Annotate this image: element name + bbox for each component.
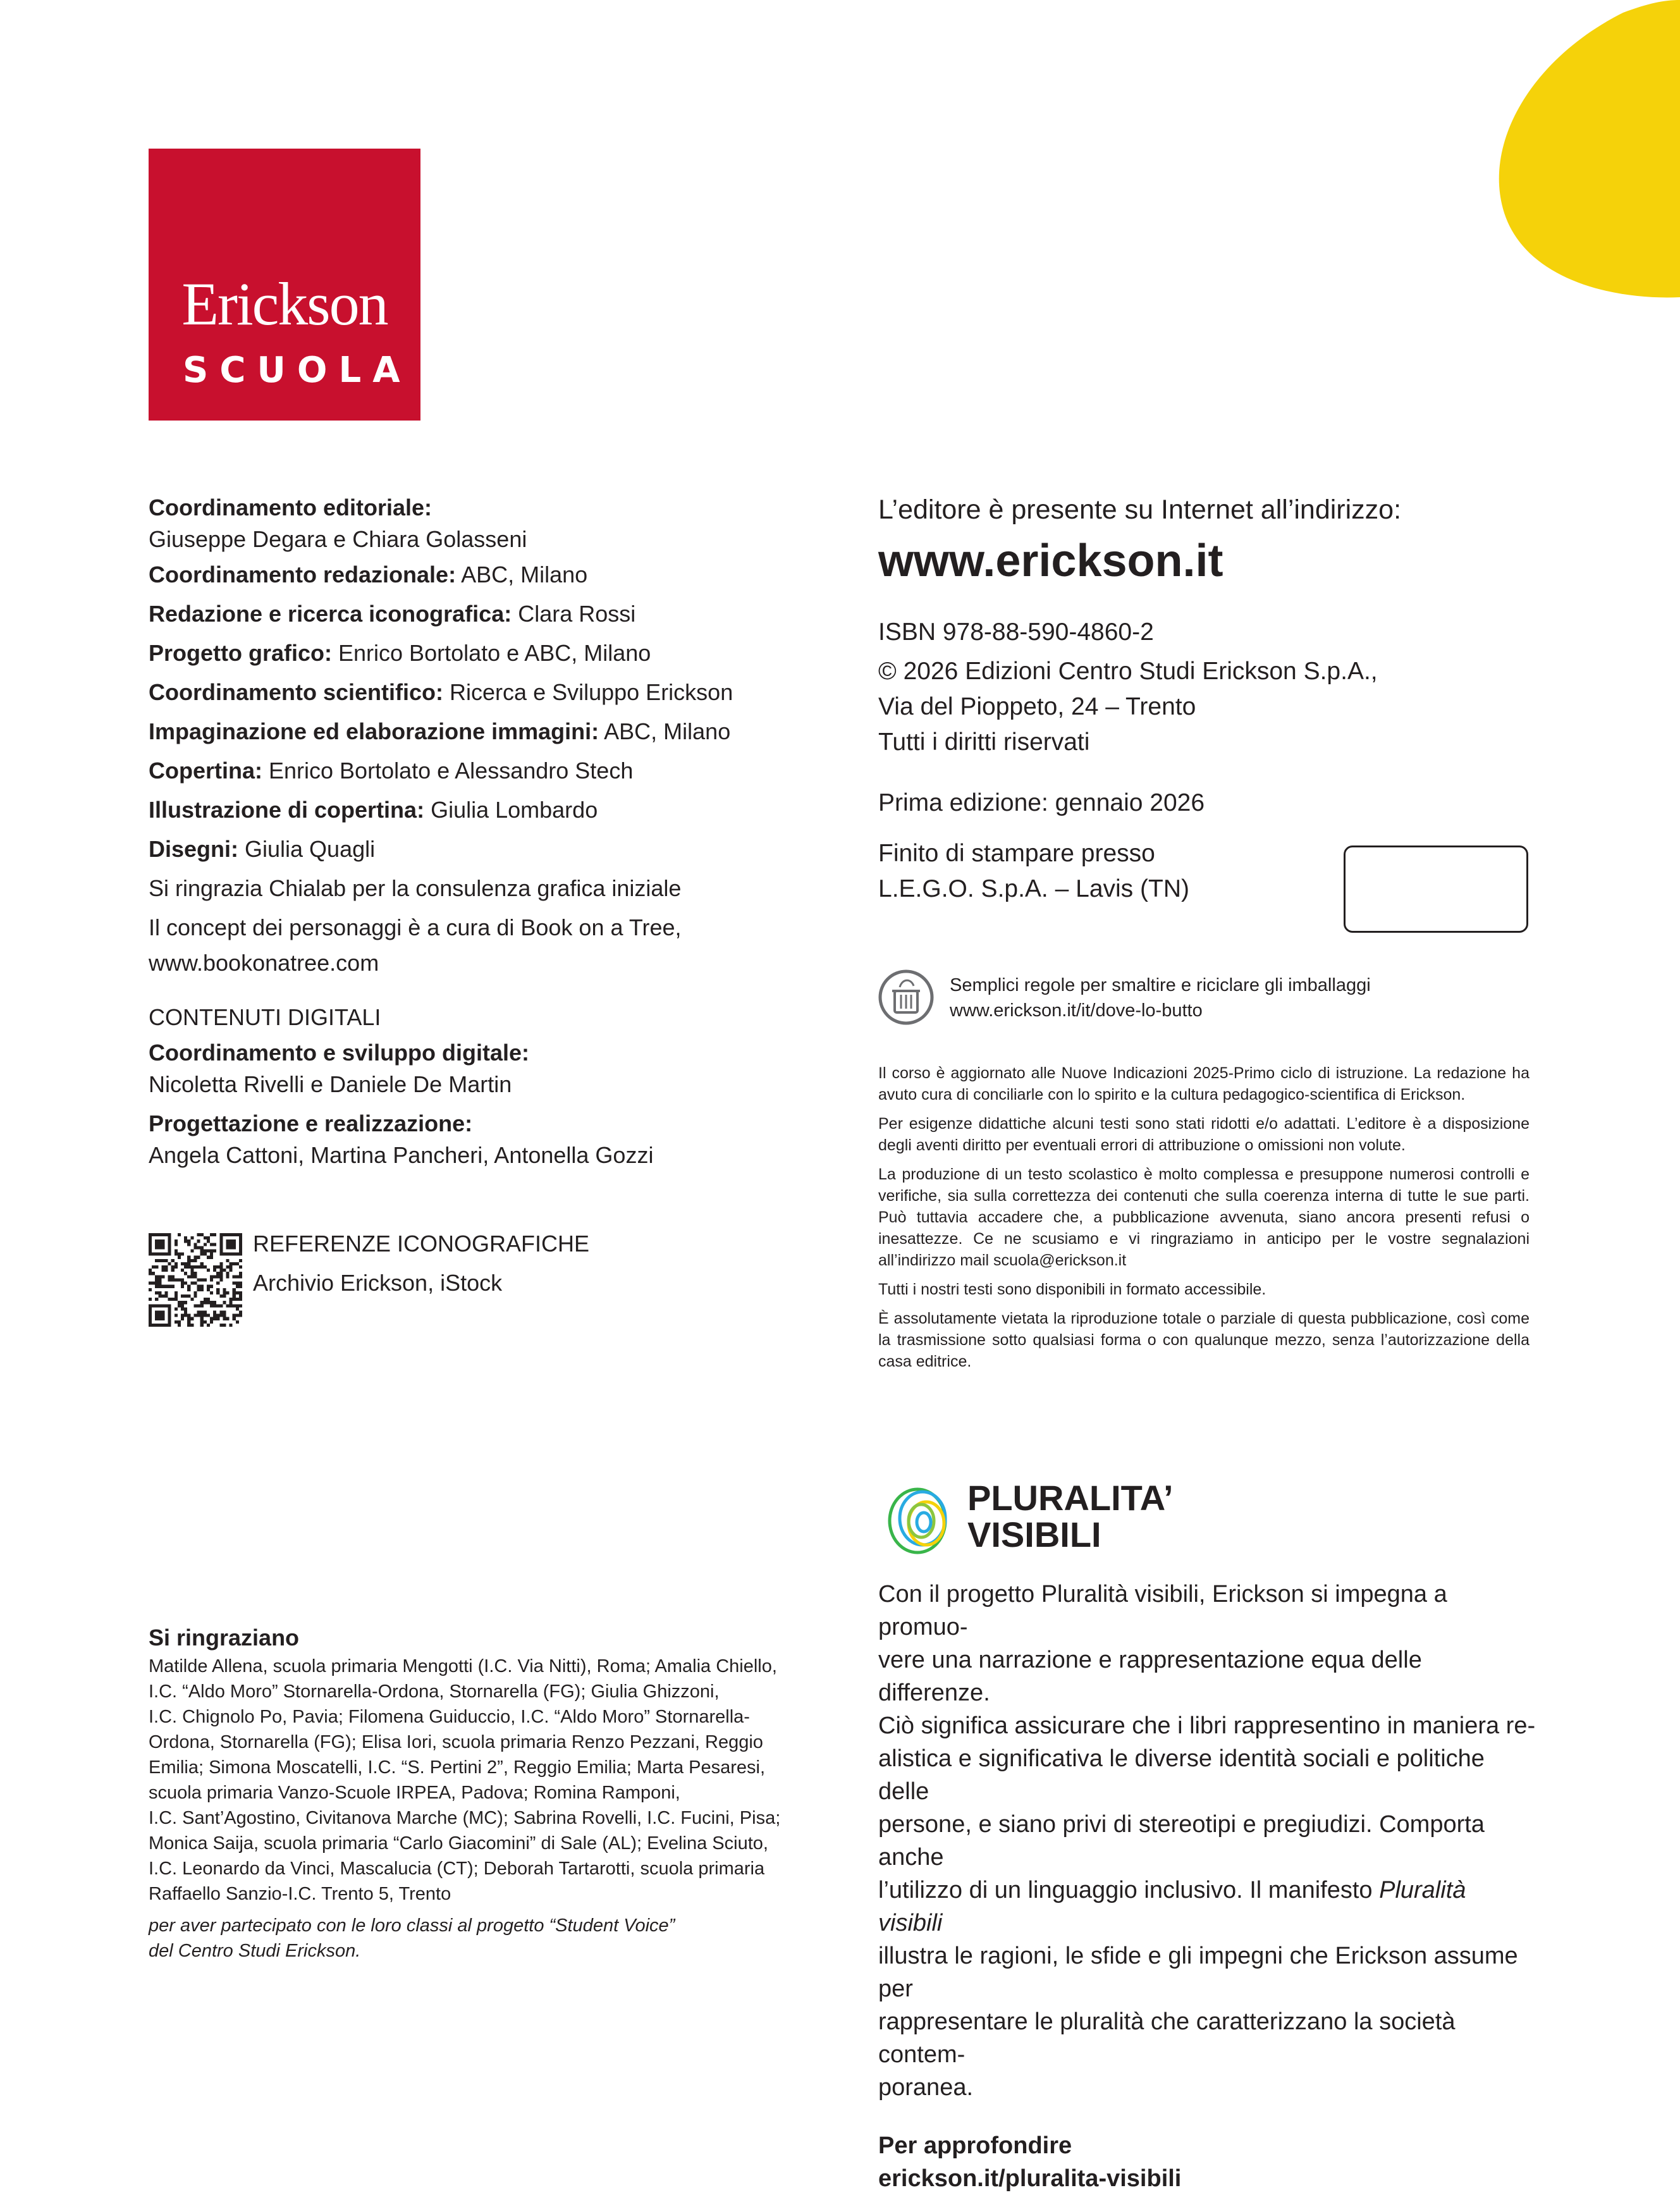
pluralita-title-1: PLURALITA’: [967, 1478, 1174, 1518]
thanks-line: scuola primaria Vanzo-Scuole IRPEA, Padova; Romina Ramponi,: [149, 1783, 680, 1803]
thanks-line: Ordona, Stornarella (FG); Elisa Iori, scuola primaria Renzo Pezzani, Reggio: [149, 1732, 763, 1752]
credit-row: [149, 830, 806, 869]
pluralita-line-text: l’utilizzo di un linguaggio inclusivo. Il manifesto: [878, 1877, 1380, 1903]
referenze-heading: REFERENZE ICONOGRAFICHE: [253, 1231, 590, 1257]
thanks-line: I.C. Chignolo Po, Pavia; Filomena Guiduccio, I.C. “Aldo Moro” Stornarella-: [149, 1707, 750, 1727]
credits-block: [149, 492, 806, 1171]
thanks-line: I.C. “Aldo Moro” Stornarella-Ordona, Stornarella (FG); Giulia Ghizzoni,: [149, 1682, 720, 1702]
pluralita-more-url[interactable]: erickson.it/pluralita-visibili: [878, 2165, 1182, 2192]
digital-block: [149, 998, 806, 1171]
logo-brand-text: Erickson: [181, 270, 388, 338]
pluralita-fingerprint-icon: [878, 1477, 967, 1565]
credit-row: [149, 594, 806, 634]
credit-value: Giuseppe Degara e Chiara Golasseni: [149, 526, 527, 552]
pluralita-line-text: vere una narrazione e rappresentazione equa delle differenze.: [878, 1647, 1422, 1706]
credit-value: Enrico Bortolato e Alessandro Stech: [262, 758, 634, 784]
credit-value: Ricerca e Sviluppo Erickson: [443, 679, 733, 705]
legal-note: Tutti i nostri testi sono disponibili in formato accessibile.: [878, 1281, 1266, 1298]
copyright-line-1: © 2026 Edizioni Centro Studi Erickson S.p.A.,: [878, 658, 1378, 685]
credit-row: [149, 492, 806, 555]
isbn: ISBN 978-88-590-4860-2: [878, 618, 1154, 646]
pluralita-line: [878, 1874, 1536, 1940]
thanks-line: Matilde Allena, scuola primaria Mengotti (I.C. Via Nitti), Roma; Amalia Chiello,: [149, 1656, 777, 1676]
legal-note: Il corso è aggiornato alle Nuove Indicazioni 2025-Primo ciclo di istruzione. La redazione ha avuto cura di conciliarle con lo spirito e la cultura pedagogico-scientifica di Erickson.: [878, 1064, 1530, 1104]
printed-line-2: L.E.G.O. S.p.A. – Lavis (TN): [878, 875, 1189, 902]
pluralita-line-text: Ciò significa assicurare che i libri rappresentino in maniera re-: [878, 1712, 1536, 1739]
credit-label: Disegni:: [149, 836, 239, 862]
credit-value: Giulia Lombardo: [424, 797, 598, 823]
credit-label: Redazione e ricerca iconografica:: [149, 601, 512, 627]
legal-note: È assolutamente vietata la riproduzione totale o parziale di questa pubblicazione, così come la trasmissione sotto qualsiasi forma o con qualunque mezzo, senza l’autorizzazione della casa editrice.: [878, 1310, 1530, 1370]
pluralita-line: rappresentare le pluralità che caratterizzano la società contem-: [878, 2008, 1456, 2068]
yellow-corner-shape: [1497, 0, 1680, 304]
thanks-line: Monica Saija, scuola primaria “Carlo Giacomini” di Sale (AL); Evelina Sciuto,: [149, 1833, 768, 1854]
recycle-text: [950, 973, 1371, 1023]
digital-dev-value: Nicoletta Rivelli e Daniele De Martin: [149, 1071, 512, 1097]
credit-value: Clara Rossi: [512, 601, 636, 627]
concept-line-1: Il concept dei personaggi è a cura di Book on a Tree,: [149, 914, 682, 940]
publisher-url[interactable]: www.erickson.it: [878, 536, 1223, 586]
pluralita-title: [967, 1480, 1174, 1553]
credit-row: [149, 751, 806, 790]
credit-label: Illustrazione di copertina:: [149, 797, 425, 823]
pluralita-line: [878, 1578, 1536, 1644]
pluralita-more-label: Per approfondire: [878, 2132, 1072, 2159]
thanks-line: I.C. Leonardo da Vinci, Mascalucia (CT); Deborah Tartarotti, scuola primaria: [149, 1859, 765, 1879]
legal-note: Per esigenze didattiche alcuni testi sono stati ridotti e/o adattati. L’editore è a disposizione degli aventi diritto per eventuali errori di attribuzione o omissioni non volute.: [878, 1115, 1530, 1154]
credit-label: Impaginazione ed elaborazione immagini:: [149, 718, 599, 744]
pluralita-line-text: persone, e siano privi di stereotipi e pregiudizi. Comporta anche: [878, 1811, 1485, 1871]
thanks-block: [149, 1622, 806, 1964]
pluralita-body: [878, 1578, 1536, 2195]
pluralita-line: [878, 1742, 1536, 1808]
qr-code[interactable]: [149, 1233, 242, 1327]
credit-label: Coordinamento scientifico:: [149, 679, 444, 705]
referenze-block: [253, 1224, 589, 1303]
erickson-scuola-logo: [149, 149, 420, 421]
credit-value: Giulia Quagli: [238, 836, 376, 862]
digital-heading: CONTENUTI DIGITALI: [149, 1004, 381, 1030]
pluralita-line: poranea.: [878, 2074, 974, 2101]
logo-sub-text: SCUOLA: [183, 350, 412, 391]
digital-design-value: Angela Cattoni, Martina Pancheri, Antonella Gozzi: [149, 1142, 654, 1168]
printed-line-1: Finito di stampare presso: [878, 840, 1155, 867]
credit-value: ABC, Milano: [456, 562, 588, 587]
concept-line-2[interactable]: www.bookonatree.com: [149, 950, 379, 976]
credit-label: Progetto grafico:: [149, 640, 333, 666]
thanks-line: Raffaello Sanzio-I.C. Trento 5, Trento: [149, 1884, 451, 1904]
thanks-note-2: del Centro Studi Erickson.: [149, 1941, 361, 1961]
pluralita-line-text: Con il progetto Pluralità visibili, Erickson si impegna a promuo-: [878, 1581, 1447, 1640]
pluralita-manifesto-title: Pluralità visibili: [878, 1877, 1466, 1936]
credit-row: [149, 790, 806, 830]
pluralita-line: [878, 1644, 1536, 1709]
credit-row: [149, 555, 806, 594]
credit-value: ABC, Milano: [599, 718, 731, 744]
pluralita-line-text: alistica e significativa le diverse identità sociali e politiche delle: [878, 1745, 1485, 1805]
credit-row: [149, 634, 806, 673]
pluralita-line: [878, 1709, 1536, 1742]
publisher-intro: L’editore è presente su Internet all’indirizzo:: [878, 495, 1402, 525]
credit-label: Copertina:: [149, 758, 262, 784]
thanks-line: I.C. Sant’Agostino, Civitanova Marche (MC); Sabrina Rovelli, I.C. Fucini, Pisa;: [149, 1808, 781, 1828]
credit-row: [149, 712, 806, 751]
digital-design-label: Progettazione e realizzazione:: [149, 1110, 473, 1136]
thanks-note-1: per aver partecipato con le loro classi al progetto “Student Voice”: [149, 1915, 675, 1936]
credit-value: Enrico Bortolato e ABC, Milano: [332, 640, 651, 666]
recycle-bin-icon: [878, 969, 934, 1025]
digital-dev-label: Coordinamento e sviluppo digitale:: [149, 1040, 530, 1066]
pluralita-title-2: VISIBILI: [967, 1515, 1101, 1554]
credit-row: [149, 673, 806, 712]
chialab-line: Si ringrazia Chialab per la consulenza grafica iniziale: [149, 875, 682, 901]
publisher-block: [878, 492, 1536, 907]
referenze-value: Archivio Erickson, iStock: [253, 1270, 503, 1296]
legal-notes: [878, 1062, 1530, 1380]
pluralita-line: [878, 1808, 1536, 1874]
pluralita-line: illustra le ragioni, le sfide e gli impegni che Erickson assume per: [878, 1943, 1518, 2002]
edition: Prima edizione: gennaio 2026: [878, 789, 1205, 816]
thanks-heading: Si ringraziano: [149, 1625, 300, 1651]
credit-label: Coordinamento redazionale:: [149, 562, 457, 587]
credit-label: Coordinamento editoriale:: [149, 495, 432, 520]
copyright-line-2: Via del Pioppeto, 24 – Trento: [878, 693, 1196, 720]
rights: Tutti i diritti riservati: [878, 729, 1090, 756]
print-stamp-box: [1344, 845, 1528, 933]
recycle-url[interactable]: www.erickson.it/it/dove-lo-butto: [950, 1000, 1203, 1021]
thanks-line: Emilia; Simona Moscatelli, I.C. “S. Pertini 2”, Reggio Emilia; Marta Pesaresi,: [149, 1757, 766, 1778]
legal-note: La produzione di un testo scolastico è molto complessa e presuppone numerosi controlli e verifiche, sia sulla correttezza dei contenuti che sulla coerenza interna di tutte le sue parti. Può tuttavia accadere che, a pubblicazione avvenuta, siano ancora presenti refusi o inesattezze. Ce ne scusiamo e vi ringraziamo in anticipo per le vostre segnalazioni all’indirizzo mail scuola@erickson.it: [878, 1165, 1530, 1269]
recycle-line-1: Semplici regole per smaltire e riciclare gli imballaggi: [950, 975, 1371, 995]
